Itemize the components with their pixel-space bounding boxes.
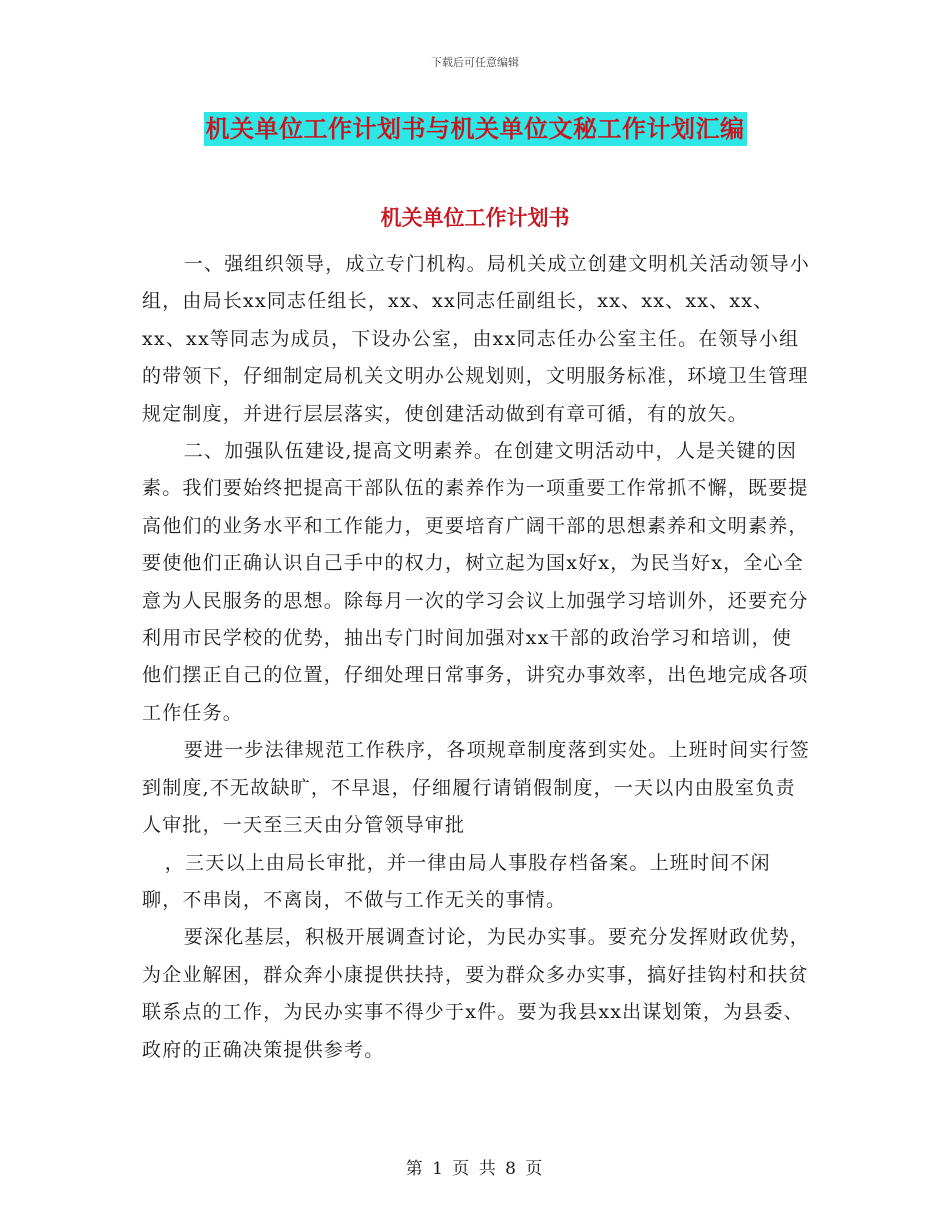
paragraph-4: ，三天以上由局长审批，并一律由局人事股存档备案。上班时间不闲聊，不串岗，不离岗，不做与工作无关的事情。 bbox=[142, 851, 771, 911]
page-footer-number: 第 1 页 共 8 页 bbox=[405, 1159, 545, 1179]
paragraph-1: 一、强组织领导，成立专门机构。局机关成立创建文明机关活动领导小组，由局长xx同志任组长，xx、xx同志任副组长，xx、xx、xx、xx、xx、xx等同志为成员，下设办公室，由xx同志任办公室主任。在领导小组的带领下，仔细制定局机关文明办公规划则，文明服务标准，环境卫生管理规定制度，并进行层层落实，使创建活动做到有章可循，有的放矢。 bbox=[142, 253, 810, 425]
paragraph-2: 二、加强队伍建设,提高文明素养。在创建文明活动中，人是关键的因素。我们要始终把提高干部队伍的素养作为一项重要工作常抓不懈，既要提高他们的业务水平和工作能力，更要培育广阔干部的思想素养和文明素养，要使他们正确认识自己手中的权力，树立起为国x好x，为民当好x，全心全意为人民服务的思想。除每月一次的学习会议上加强学习培训外，还要充分利用市民学校的优势，抽出专门时间加强对xx干部的政治学习和培训，使他们摆正自己的位置，仔细处理日常事务，讲究办事效率，出色地完成各项工作任务。 bbox=[142, 440, 809, 724]
paragraph-5: 要深化基层，积极开展调查讨论，为民办实事。要充分发挥财政优势，为企业解困，群众奔小康提供扶持，要为群众多办实事，搞好挂钩村和扶贫联系点的工作，为民办实事不得少于x件。要为我县xx出谋划策，为县委、政府的正确决策提供参考。 bbox=[142, 926, 810, 1061]
page-header-note: 下载后可任意编辑 bbox=[431, 56, 519, 69]
document-title: 机关单位工作计划书与机关单位文秘工作计划汇编 bbox=[204, 112, 747, 146]
paragraph-3: 要进一步法律规范工作秩序，各项规章制度落到实处。上班时间实行签到制度,不无故缺旷，不早退，仔细履行请销假制度，一天以内由股室负责人审批，一天至三天由分管领导审批 bbox=[142, 739, 810, 837]
section-title: 机关单位工作计划书 bbox=[380, 205, 570, 230]
document-title-block bbox=[0, 112, 950, 146]
body-text bbox=[142, 246, 810, 1069]
